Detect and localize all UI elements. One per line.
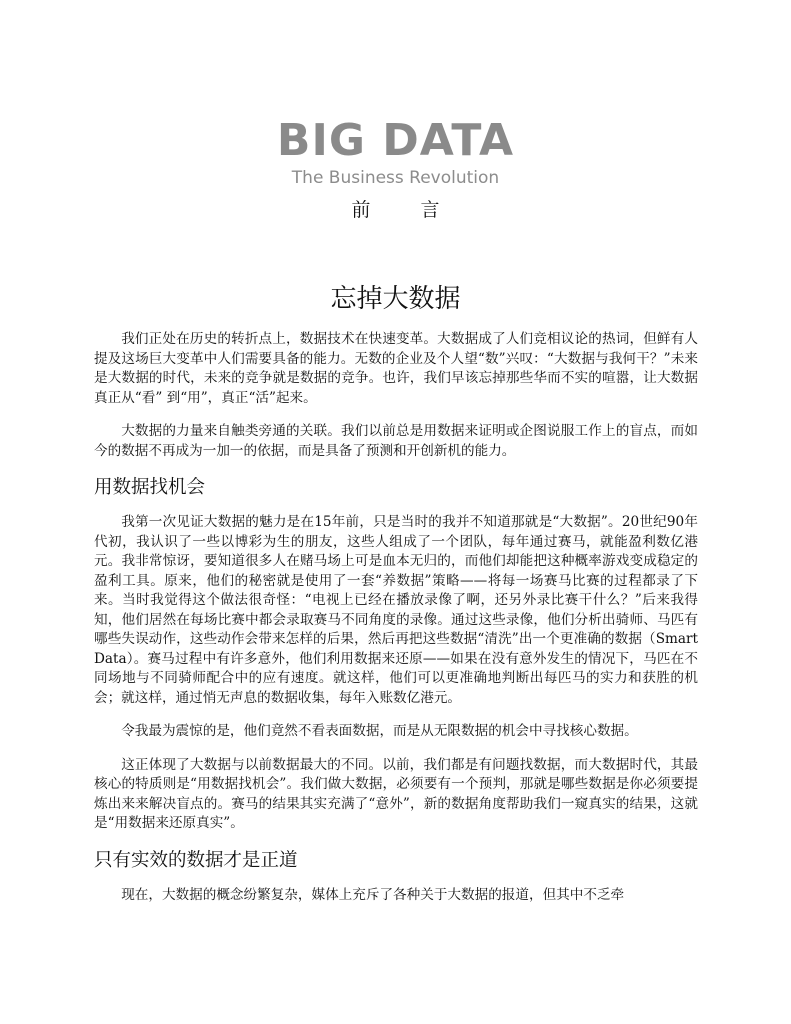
intro-paragraph-2: 大数据的力量来自触类旁通的关联。我们以前总是用数据来证明或企图说服工作上的盲点，而如今的数据不再成为一加一的依据，而是具备了预测和开创新机的能力。 <box>94 423 698 459</box>
preface-label: 前 言 <box>351 199 462 221</box>
section-heading-effective-data: 只有实效的数据才是正道 <box>94 849 298 871</box>
intro-paragraph-1: 我们正处在历史的转折点上，数据技术在快速变革。大数据成了人们竞相议论的热词，但鲜有人提及这场巨大变革中人们需要具备的能力。无数的企业及个人望“数”兴叹：“大数据与我何干？”未来是大数据的时代，未来的竞争就是数据的竞争。也许，我们早该忘掉那些华而不实的喧嚣，让大数据真正从“看” 到“用”，真正“活”起来。 <box>94 331 698 406</box>
book-logo-title: BIG DATA <box>276 115 515 166</box>
book-logo-subtitle: The Business Revolution <box>291 168 500 188</box>
section2-paragraph-1: 现在，大数据的概念纷繁复杂，媒体上充斥了各种关于大数据的报道，但其中不乏牵 <box>121 886 625 903</box>
section1-paragraph-3: 这正体现了大数据与以前数据最大的不同。以前，我们都是有问题找数据，而大数据时代，其最核心的特质则是“用数据找机会”。我们做大数据，必须要有一个预判，那就是哪些数据是你必须要提炼出来来解决盲点的。赛马的结果其实充满了“意外”，新的数据角度帮助我们一窥真实的结果，这就是“用数据来还原真实”。 <box>94 756 698 831</box>
section-heading-opportunity: 用数据找机会 <box>94 477 206 498</box>
page-title: 忘掉大数据 <box>330 284 461 314</box>
section1-paragraph-2: 令我最为震惊的是，他们竟然不看表面数据，而是从无限数据的机会中寻找核心数据。 <box>121 723 638 739</box>
document-body <box>94 330 712 919</box>
section1-paragraph-1: 我第一次见证大数据的魅力是在15年前，只是当时的我并不知道那就是“大数据”。20世纪90年代初，我认识了一些以博彩为生的朋友，这些人组成了一个团队，每年通过赛马，就能盈利数亿港元。我非常惊讶，要知道很多人在赌马场上可是血本无归的，而他们却能把这种概率游戏变成稳定的盈利工具。原来，他们的秘密就是使用了一套“养数据”策略——将每一场赛马比赛的过程都录了下来。当时我觉得这个做法很奇怪：“电视上已经在播放录像了啊，还另外录比赛干什么？”后来我得知，他们居然在每场比赛中都会录取赛马不同角度的录像。通过这些录像，他们分析出骑师、马匹有哪些失误动作，这些动作会带来怎样的后果，然后再把这些数据“清洗”出一个更准确的数据（Smart Data）。赛马过程中有许多意外，他们利用数据来还原——如果在没有意外发生的情况下，马匹在不同场地与不同骑师配合中的应有速度。就这样，他们可以更准确地判断出每匹马的实力和获胜的机会；就这样，通过悄无声息的数据收集，每年入账数亿港元。 <box>94 514 712 706</box>
